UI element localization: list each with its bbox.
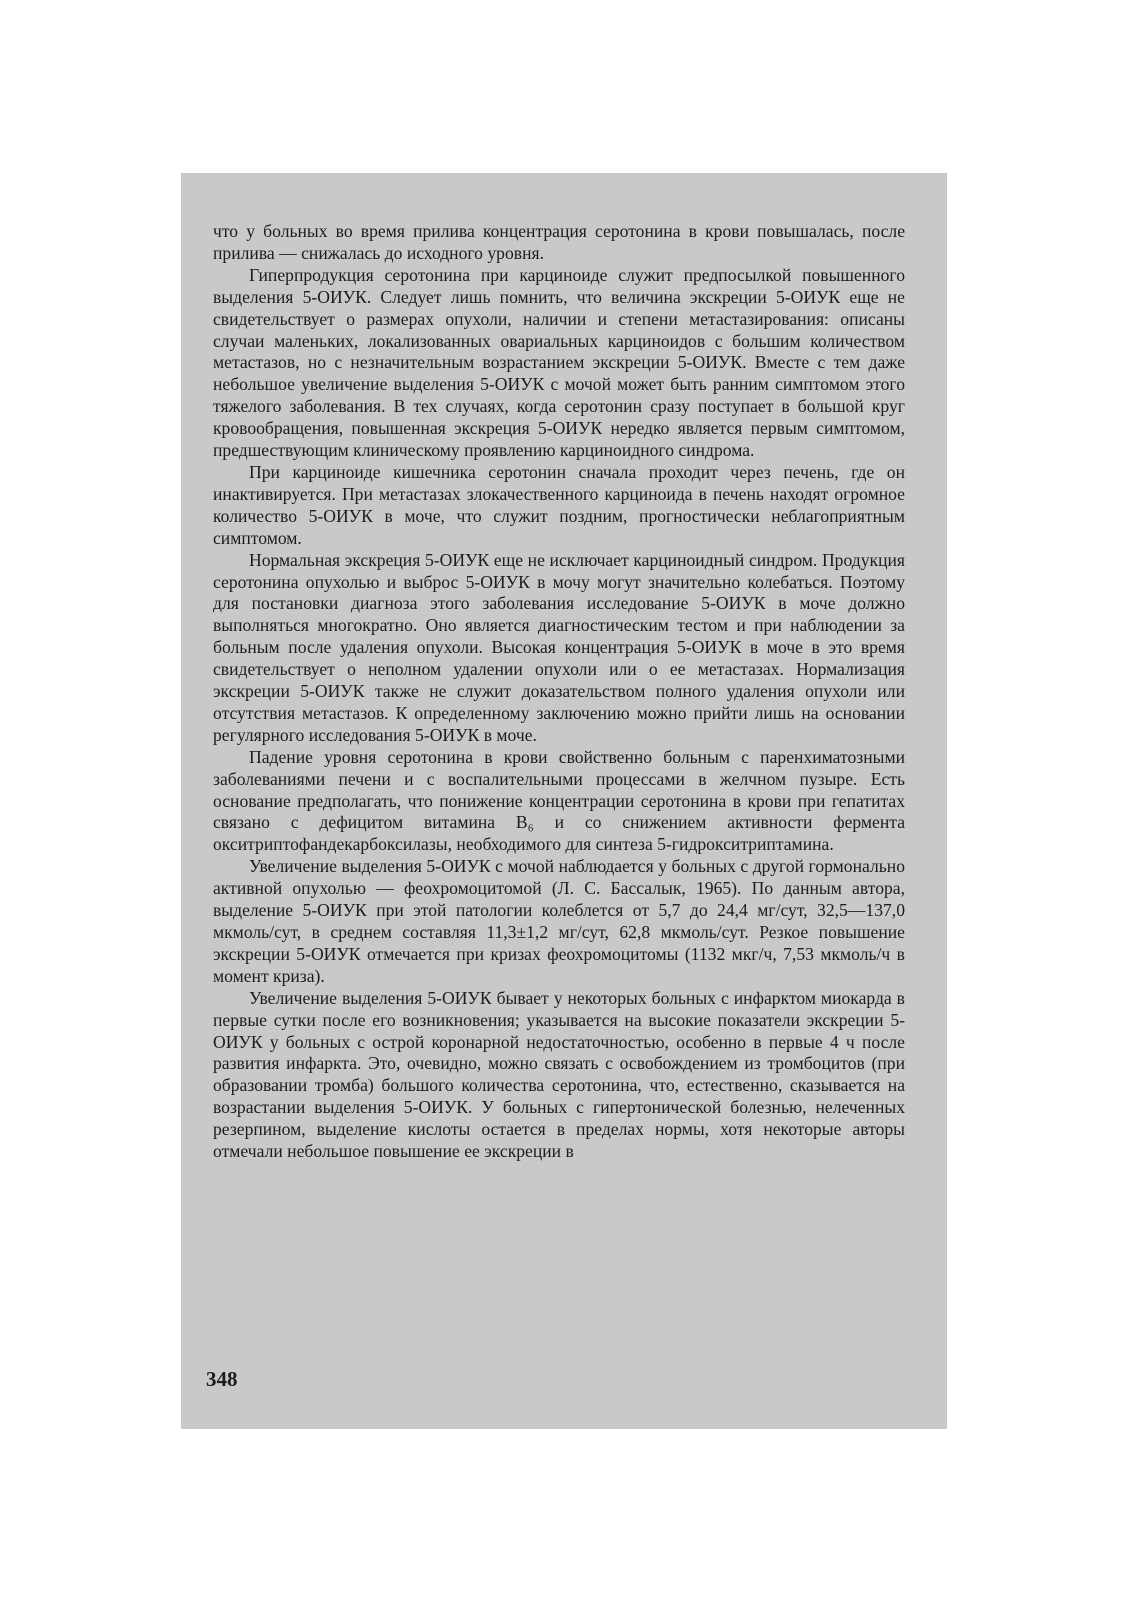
- paragraph-4: Нормальная экскреция 5-ОИУК еще не исключает карциноидный синдром. Продукция серотонина опухолью и выброс 5-ОИУК в мочу могут значительно колебаться. Поэтому для постановки диагноза этого заболевания исследование 5-ОИУК в моче должно выполняться многократно. Оно является диагностическим тестом и при наблюдении за больным после удаления опухоли. Высокая концентрация 5-ОИУК в моче в это время свидетельствует о неполном удалении опухоли или о ее метастазах. Нормализация экскреции 5-ОИУК также не служит доказательством полного удаления опухоли или отсутствия метастазов. К определенному заключению можно прийти лишь на основании регулярного исследования 5-ОИУК в моче.: [213, 549, 905, 745]
- paragraph-1: что у больных во время прилива концентрация серотонина в крови повышалась, после прилива — снижалась до исходного уровня.: [213, 221, 905, 263]
- paragraph-2: Гиперпродукция серотонина при карциноиде служит предпосылкой повышенного выделения 5-ОИУК. Следует лишь помнить, что величина экскреции 5-ОИУК еще не свидетельствует о размерах опухоли, наличии и степени метастазирования: описаны случаи маленьких, локализованных овариальных карциноидов с большим количеством метастазов, но с незначительным возрастанием экскреции 5-ОИУК. Вместе с тем даже небольшое увеличение выделения 5-ОИУК с мочой может быть ранним симптомом этого тяжелого заболевания. В тех случаях, когда серотонин сразу поступает в большой круг кровообращения, повышенная экскреция 5-ОИУК нередко является первым симптомом, предшествующим клиническому проявлению карциноидного синдрома.: [213, 264, 905, 461]
- paragraph-7: Увеличение выделения 5-ОИУК бывает у некоторых больных с инфарктом миокарда в первые сутки после его возникновения; указывается на высокие показатели экскреции 5-ОИУК у больных с острой коронарной недостаточностью, особенно в первые 4 ч после развития инфаркта. Это, очевидно, можно связать с освобождением из тромбоцитов (при образовании тромба) большого количества серотонина, что, естественно, сказывается на возрастании выделения 5-ОИУК. У больных с гипертонической болезнью, нелеченных резерпином, выделение кислоты остается в пределах нормы, хотя некоторые авторы отмечали небольшое повышение ее экскреции в: [213, 987, 905, 1162]
- paragraph-3: При карциноиде кишечника серотонин сначала проходит через печень, где он инактивируется. При метастазах злокачественного карциноида в печень находят огромное количество 5-ОИУК в моче, что служит поздним, прогностически неблагоприятным симптомом.: [213, 461, 905, 548]
- paragraph-6: Увеличение выделения 5-ОИУК с мочой наблюдается у больных с другой гормонально активной опухолью — феохромоцитомой (Л. С. Бассалык, 1965). По данным автора, выделение 5-ОИУК при этой патологии колеблется от 5,7 до 24,4 мг/сут, 32,5—137,0 мкмоль/сут, в среднем составляя 11,3±1,2 мг/сут, 62,8 мкмоль/сут. Резкое повышение экскреции 5-ОИУК отмечается при кризах феохромоцитомы (1132 мкг/ч, 7,53 мкмоль/ч в момент криза).: [213, 856, 905, 986]
- page-number: 348: [206, 1367, 238, 1391]
- body-text: [213, 221, 905, 1163]
- paragraph-5: Падение уровня серотонина в крови свойственно больным с паренхиматозными заболеваниями печени и с воспалительными процессами в желчном пузыре. Есть основание предполагать, что понижение концентрации серотонина в крови при гепатитах связано с дефицитом витамина B₆ и со снижением активности фермента окситриптофандекарбоксилазы, необходимого для синтеза 5-гидрокситриптамина.: [213, 746, 905, 855]
- book-page: [181, 173, 947, 1429]
